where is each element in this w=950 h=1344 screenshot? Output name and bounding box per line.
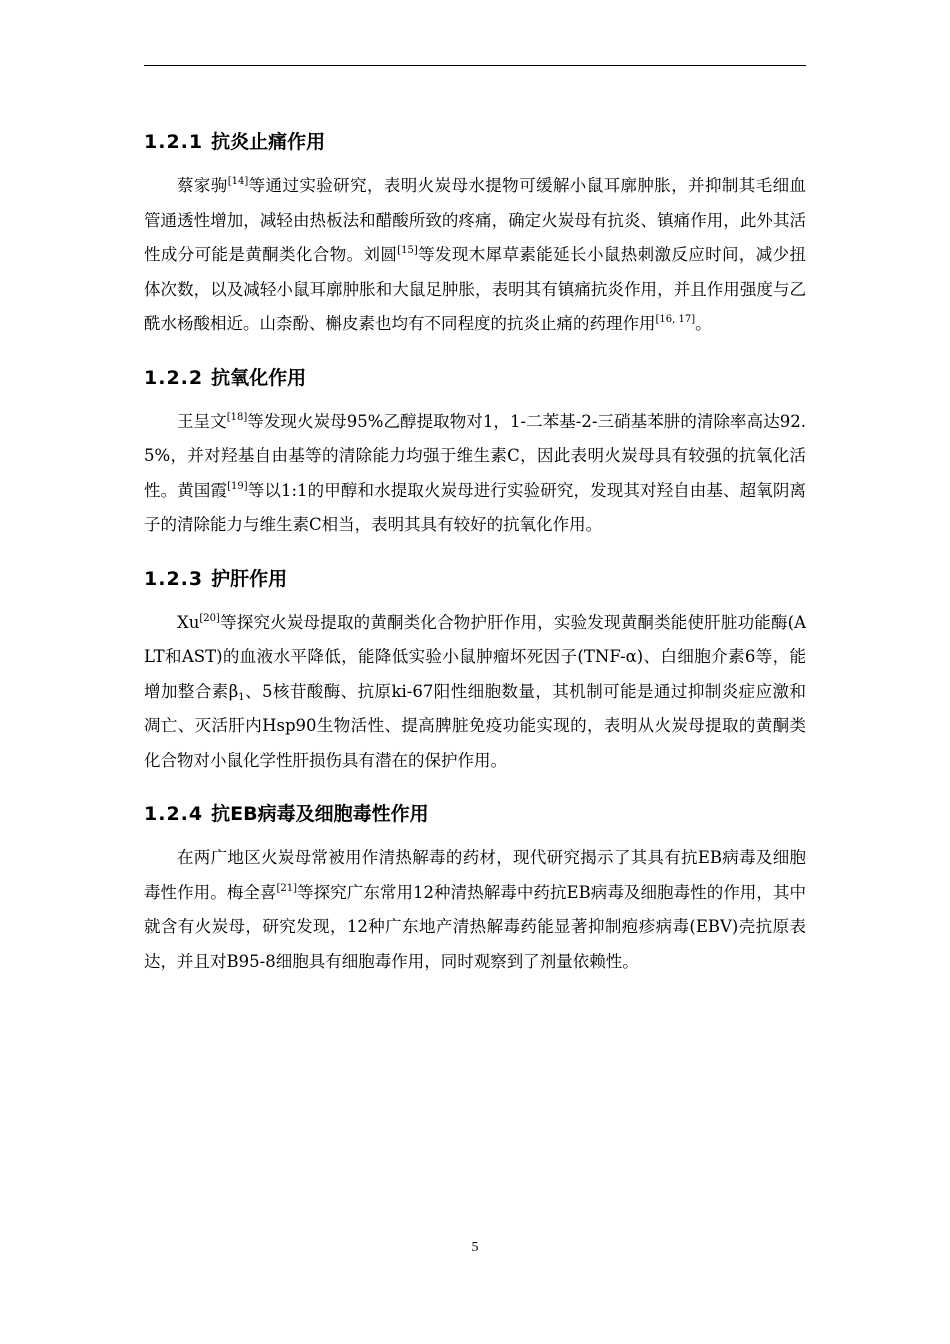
section-heading-anti-inflammatory [144,118,806,166]
text-run: 等探究广东常用12种清热解毒中药抗EB病毒及细胞毒性的作用，其中就含有火炭母，研究发现，12种广东地产清热解毒药能显著抑制疱疹病毒(EBV)壳抗原表达，并且对B95-8细胞具有细胞毒作用，同时观察到了剂量依赖性。 [144,882,806,971]
citation-ref: [19] [227,480,248,492]
section-title: 抗炎止痛作用 [211,131,326,153]
paragraph-anti-ebv [144,841,806,979]
text-run: Xu [177,612,200,632]
text-run: 在两广地区火炭母常被用作清热解毒的药材，现代研究揭示了其具有抗EB病毒及细胞毒性作用。梅全喜 [144,848,806,902]
text-run: 。 [695,314,712,333]
text-run: 、5核苷酸酶、抗原ki-67阳性细胞数量，其机制可能是通过抑制炎症应激和凋亡、灭活肝内Hsp90生物活性、提高脾脏免疫功能实现的，表明从火炭母提取的黄酮类化合物对小鼠化学性肝损伤具有潜在的保护作用。 [144,681,806,770]
text-run: 等发现火炭母95%乙醇提取物对1，1-二苯基-2-三硝基苯肼的清除率高达92.5%，并对羟基自由基等的清除能力均强于维生素C，因此表明火炭母具有较强的抗氧化活性。黄国霞 [144,411,806,500]
citation-ref: [18] [226,411,248,423]
section-title: 抗氧化作用 [211,366,307,389]
section-heading-antioxidant [144,354,806,402]
text-run: 王呈文 [177,411,227,431]
paragraph-liver-protection [144,606,806,779]
text-run: 等发现木犀草素能延长小鼠热刺激反应时间，减少扭体次数，以及减轻小鼠耳廓肿胀和大鼠足肿胀，表明其有镇痛抗炎作用，并且作用强度与乙酰水杨酸相近。山柰酚、槲皮素也均有不同程度的抗炎止痛的药理作用 [144,245,807,333]
citation-ref: [20] [199,612,220,624]
paragraph-anti-inflammatory [144,169,806,342]
text-run: 蔡家驹 [177,176,228,195]
header-rule [144,65,806,66]
citation-ref: [15] [397,245,418,256]
section-heading-anti-ebv [144,790,806,838]
page-content [144,118,806,991]
text-run: 等探究火炭母提取的黄酮类化合物护肝作用，实验发现黄酮类能使肝脏功能酶(ALT和AST)的血液水平降低，能降低实验小鼠肿瘤坏死因子(TNF-α)、白细胞介素6等，能增加整合素β [144,612,806,701]
section-title: 护肝作用 [211,567,288,590]
citation-ref: [16, 17] [655,314,696,325]
section-number: 1.2.3 [144,567,204,590]
subscript: 1 [238,691,245,703]
citation-ref: [21] [276,882,298,894]
section-number: 1.2.1 [144,131,204,153]
section-title: 抗EB病毒及细胞毒性作用 [211,803,429,825]
section-number: 1.2.2 [144,366,204,389]
section-number: 1.2.4 [144,803,204,825]
page-number: 5 [471,1240,479,1255]
citation-ref: [14] [227,176,249,187]
paragraph-antioxidant [144,405,806,543]
section-heading-liver-protection [144,555,806,603]
text-run: 等通过实验研究，表明火炭母水提物可缓解小鼠耳廓肿胀，并抑制其毛细血管通透性增加，减轻由热板法和醋酸所致的疼痛，确定火炭母有抗炎、镇痛作用，此外其活性成分可能是黄酮类化合物。刘圆 [144,176,807,264]
text-run: 等以1:1的甲醇和水提取火炭母进行实验研究，发现其对羟自由基、超氧阴离子的清除能力与维生素C相当，表明其具有较好的抗氧化作用。 [144,480,807,534]
